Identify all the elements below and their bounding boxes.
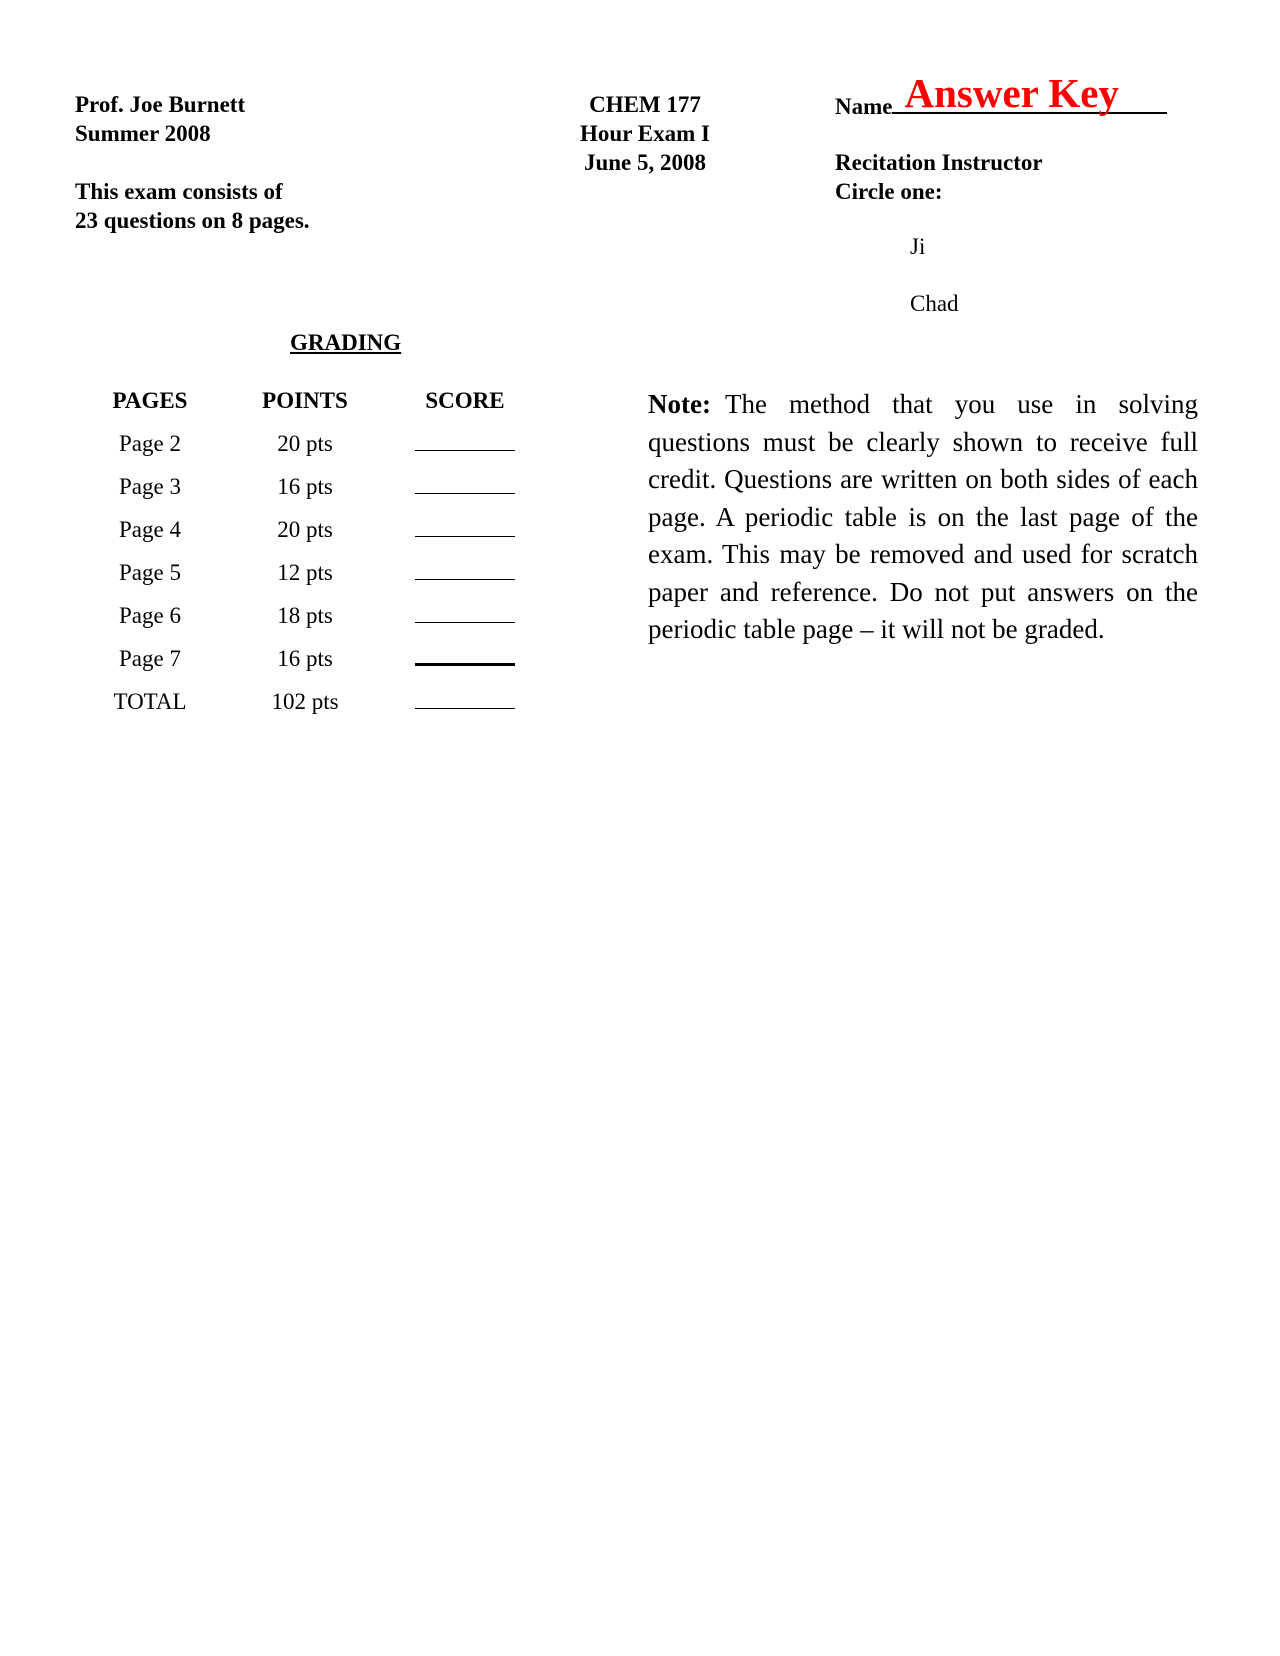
- score-cell: [395, 422, 535, 465]
- exam-info-line-2: 23 questions on 8 pages.: [75, 208, 310, 233]
- name-row: [835, 70, 1167, 121]
- score-blank[interactable]: [415, 606, 515, 623]
- points-cell: 12 pts: [277, 559, 333, 585]
- course-info-block: [75, 90, 310, 235]
- note-paragraph: [648, 386, 1198, 649]
- points-cell: 16 pts: [277, 473, 333, 499]
- score-blank[interactable]: [415, 477, 515, 494]
- score-blank[interactable]: [415, 520, 515, 537]
- professor-name: Prof. Joe Burnett: [75, 92, 246, 117]
- page-cell: Page 5: [119, 559, 181, 585]
- instructor-option-ji[interactable]: Ji: [910, 234, 926, 259]
- table-row: [85, 594, 535, 637]
- course-code: CHEM 177: [589, 92, 701, 117]
- exam-date: June 5, 2008: [583, 150, 707, 175]
- table-row-total: [85, 680, 535, 723]
- points-cell: 18 pts: [277, 602, 333, 628]
- score-blank[interactable]: [415, 692, 515, 709]
- note-text: The method that you use in solving questions must be clearly shown to receive full credit. Questions are written on both sides of each page. A periodic table is on the last page of the exam. This may be removed and used for scratch paper and reference. Do not put answers on the periodic table page – it will not be graded.: [648, 389, 1198, 644]
- term: Summer 2008: [75, 121, 211, 146]
- instructor-option-chad[interactable]: Chad: [910, 291, 959, 316]
- page-cell: Page 7: [119, 645, 181, 671]
- score-blank[interactable]: [415, 434, 515, 451]
- name-field[interactable]: [892, 70, 1167, 116]
- answer-key-text: Answer Key: [904, 70, 1119, 116]
- recitation-label: Recitation Instructor: [835, 150, 1043, 175]
- table-row: [85, 465, 535, 508]
- column-header-points: POINTS: [262, 388, 348, 413]
- table-row: [85, 422, 535, 465]
- grading-header-row: [85, 380, 535, 422]
- grading-title: GRADING: [290, 330, 402, 355]
- exam-title-block: [545, 90, 745, 177]
- score-cell: [395, 637, 535, 680]
- table-row: [85, 551, 535, 594]
- score-blank[interactable]: [415, 647, 515, 666]
- note-label: Note:: [648, 389, 711, 419]
- grading-table: [85, 380, 535, 723]
- score-cell: [395, 551, 535, 594]
- exam-name: Hour Exam I: [580, 121, 710, 146]
- recitation-block: [835, 148, 1043, 206]
- points-cell: 20 pts: [277, 430, 333, 456]
- score-cell: [395, 465, 535, 508]
- circle-one-label: Circle one:: [835, 179, 943, 204]
- page-cell: Page 2: [119, 430, 181, 456]
- column-header-score: SCORE: [425, 388, 505, 413]
- score-cell: [395, 594, 535, 637]
- points-cell: 16 pts: [277, 645, 333, 671]
- points-cell: 20 pts: [277, 516, 333, 542]
- name-label: Name: [835, 94, 893, 119]
- page-cell: Page 4: [119, 516, 181, 542]
- page-cell: Page 3: [119, 473, 181, 499]
- score-cell: [395, 680, 535, 723]
- score-blank[interactable]: [415, 563, 515, 580]
- score-cell: [395, 508, 535, 551]
- page-cell: TOTAL: [113, 688, 187, 714]
- table-row: [85, 637, 535, 680]
- page-cell: Page 6: [119, 602, 181, 628]
- exam-info-line-1: This exam consists of: [75, 179, 283, 204]
- points-cell: 102 pts: [271, 688, 339, 714]
- column-header-pages: PAGES: [112, 388, 188, 413]
- table-row: [85, 508, 535, 551]
